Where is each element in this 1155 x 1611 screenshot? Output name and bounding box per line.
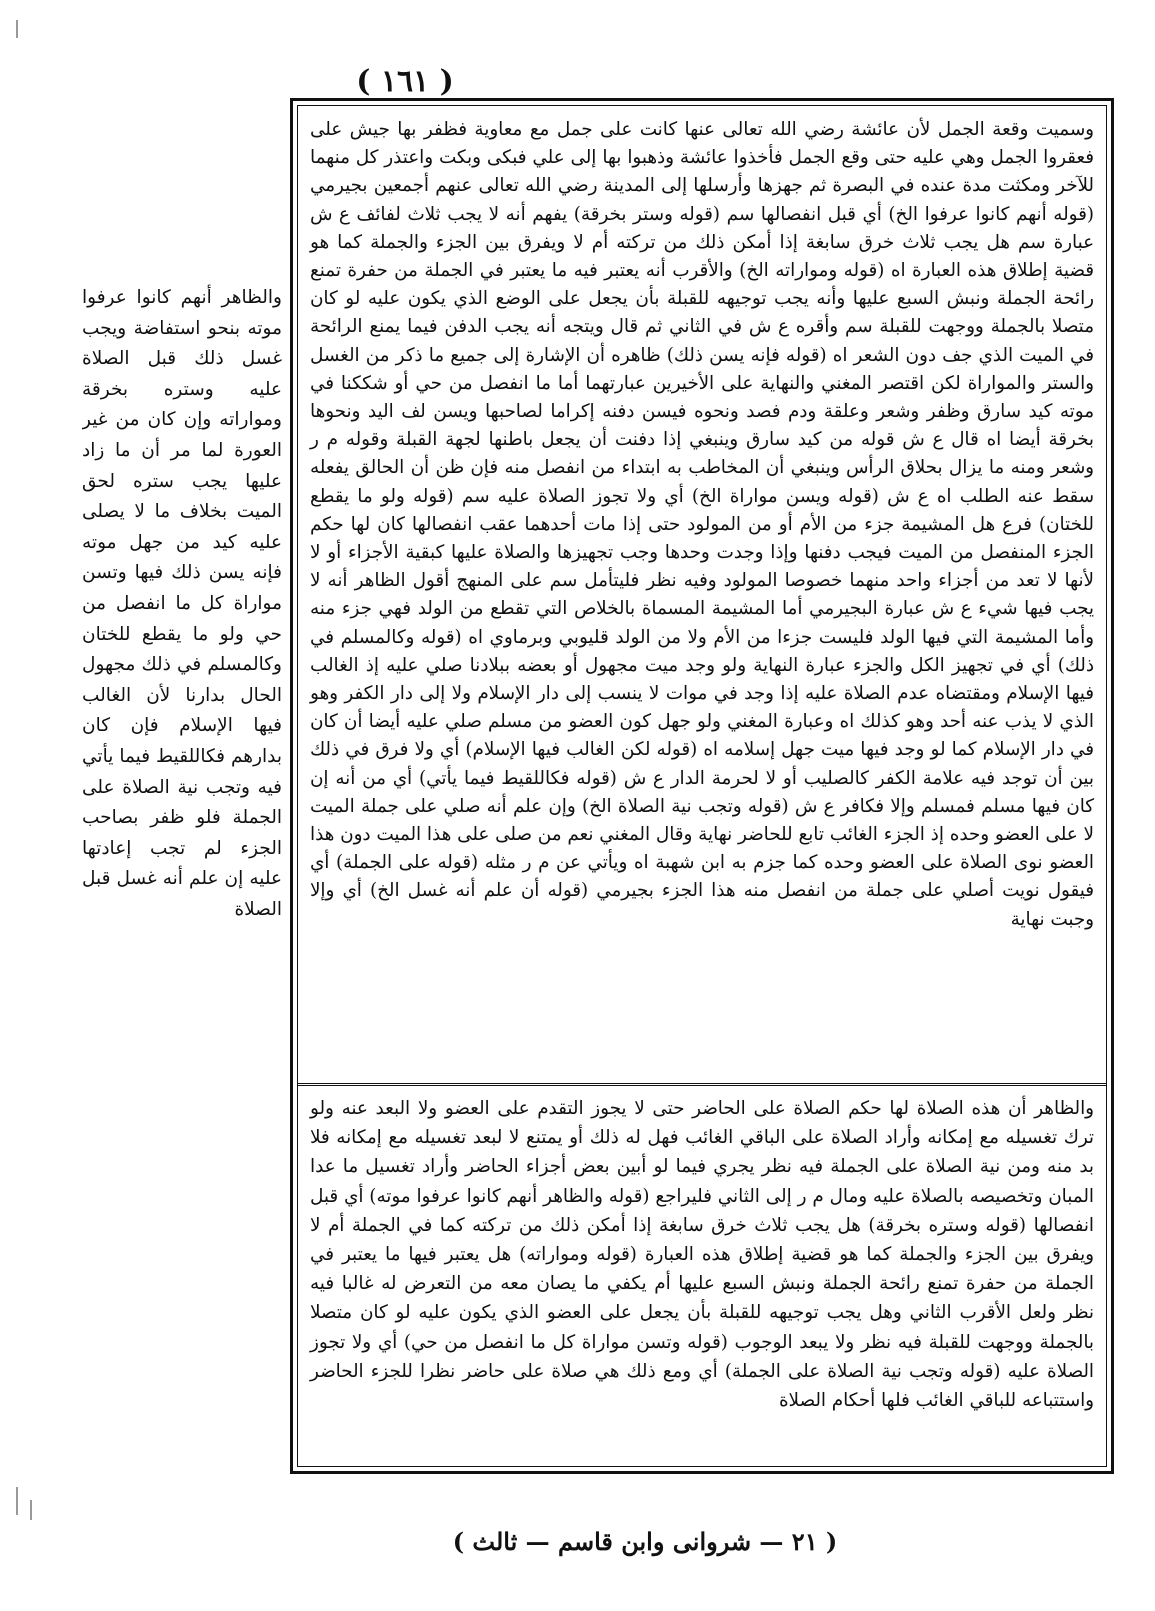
commentary-lower-text: والظاهر أن هذه الصلاة لها حكم الصلاة على الحاضر حتى لا يجوز التقدم على العضو ولا البعد عنه ولو ترك تغسيله مع إمكانه وأراد الصلاة على الباقي الغائب فهل له ذلك أو يمتنع لا لبعد تغسيله مع إمكانه فلا بد منه ومن نية الصلاة على الجملة فيه نظر يجري فيما لو أبين بعض أجزاء الحاضر وأراد تغسيل ما عدا المبان وتخصيصه بالصلاة عليه ومال م ر إلى الثاني فليراجع (قوله والظاهر أنهم كانوا عرفوا موته) أي قبل انفصالها (قوله وستره بخرقة) هل يجب ثلاث خرق سابغة إذا أمكن ذلك من تركته كما في الجملة أم لا ويفرق بين الجزء والجملة كما هو قضية إطلاق هذه العبارة (قوله ومواراته) هل يعتبر فيها ما يعتبر في الجملة من حفرة تمنع رائحة الجملة ونبش السبع عليها أم يكفي ما يصان معه من التعرض له غالبا فيه نظر ولعل الأقرب الثاني وهل يجب توجيهه للقبلة بأن يجعل على العضو الذي يكون عليه لو كان متصلا بالجملة ووجهت للقبلة فيه نظر ولا يبعد الوجوب (قوله وتسن مواراة كل ما انفصل من حي) أي ولا تجوز الصلاة عليه (قوله وتجب نية الصلاة على الجملة) أي ومع ذلك هي صلاة على حاضر نظرا للجزء الحاضر واستتباعه للباقي الغائب فلها أحكام الصلاة bbox=[310, 1098, 1094, 1412]
scan-edge-mark bbox=[30, 1500, 32, 1520]
page-number: ( ١٦١ ) bbox=[356, 64, 454, 99]
commentary-lower-section bbox=[298, 1086, 1106, 1466]
scan-edge-mark bbox=[16, 1487, 18, 1515]
margin-matn-text: والظاهر أنهم كانوا عرفوا موته بنحو استفاضة ويجب غسل ذلك قبل الصلاة عليه وستره بخرقة ومواراته وإن كان من غير العورة لما مر أن ما زاد عليها يجب ستره لحق الميت بخلاف ما لا يصلى عليه كيد من جهل موته فإنه يسن ذلك فيها وتسن مواراة كل ما انفصل من حي ولو ما يقطع للختان وكالمسلم في ذلك مجهول الحال بدارنا لأن الغالب فيها الإسلام فإن كان بدارهم فكاللقيط فيما يأتي فيه وتجب نية الصلاة على الجملة فلو ظفر بصاحب الجزء لم تجب إعادتها عليه إن علم أنه غسل قبل الصلاة bbox=[82, 287, 282, 920]
main-text-inner-frame bbox=[297, 105, 1107, 1467]
footer-signature: ( ٢١ — شروانى وابن قاسم — ثالث ) bbox=[452, 1527, 838, 1556]
main-text-frame bbox=[290, 98, 1114, 1474]
commentary-upper-section bbox=[298, 106, 1106, 1086]
scan-edge-mark bbox=[16, 20, 18, 38]
commentary-upper-text: وسميت وقعة الجمل لأن عائشة رضي الله تعالى عنها كانت على جمل مع معاوية فظفر بها جيش على فعقروا الجمل وهي عليه حتى وقع الجمل فأخذوا عائشة وذهبوا بها إلى علي فبكى وبكت واعتذر كل منهما للآخر ومكثت مدة عنده في البصرة ثم جهزها وأرسلها إلى المدينة رضي الله تعالى عنهم أجمعين بجيرمي (قوله أنهم كانوا عرفوا الخ) أي قبل انفصالها سم (قوله وستر بخرقة) يفهم أنه لا يجب ثلاث لفائف ع ش عبارة سم هل يجب ثلاث خرق سابغة إذا أمكن ذلك من تركته أم لا ويفرق بين الجزء والجملة كما هو قضية إطلاق هذه العبارة اه (قوله ومواراته الخ) والأقرب أنه يعتبر فيه ما يعتبر في الجملة من حفرة تمنع رائحة الجملة ونبش السبع عليها وأنه يجب توجيهه للقبلة بأن يجعل على الوضع الذي يكون عليه لو كان متصلا بالجملة ووجهت للقبلة سم وأقره ع ش في الثاني ثم قال ويتجه أنه يجب الدفن فيما يمنع الرائحة في الميت الذي جف دون الشعر اه (قوله فإنه يسن ذلك) ظاهره أن الإشارة إلى جميع ما ذكر من الغسل والستر والمواراة لكن اقتصر المغني والنهاية على الأخيرين عبارتهما أما ما انفصل من حي أو شككنا في موته كيد سارق وظفر وشعر وعلقة ودم فصد ونحوه فيسن دفنه إكراما لصاحبها ويسن لف اليد ونحوها بخرقة أيضا اه قال ع ش قوله من كيد سارق وينبغي إذا دفنت أن يجعل باطنها لجهة القبلة وقوله م ر وشعر ومنه ما يزال بحلاق الرأس وينبغي أن المخاطب به ابتداء من انفصل منه فإن ظن أن الحالق يفعله سقط عنه الطلب اه ع ش (قوله ويسن مواراة الخ) أي ولا تجوز الصلاة عليه سم (قوله ولو ما يقطع للختان) فرع هل المشيمة جزء من الأم أو من المولود حتى إذا مات أحدهما عقب انفصالها كان لها حكم الجزء المنفصل من الميت فيجب دفنها وإذا وجدت وحدها وجب تجهيزها والصلاة عليها كبقية الأجزاء أو لا لأنها لا تعد من أجزاء واحد منهما خصوصا المولود وفيه نظر فليتأمل سم على المنهج أقول الظاهر أنه لا يجب فيها شيء ع ش عبارة البجيرمي أما المشيمة المسماة بالخلاص التي تقطع من الولد فهي جزء منه وأما المشيمة التي فيها الولد فليست جزءا من الأم ولا من الولد قليوبي وبرماوي اه (قوله وكالمسلم في ذلك) أي في تجهيز الكل والجزء عبارة النهاية ولو وجد ميت مجهول أو بعضه ببلادنا صلي عليه إذ الغالب فيها الإسلام ومقتضاه عدم الصلاة عليه إذا وجد في موات لا ينسب إلى دار الإسلام ولا إلى دار الكفر وهو الذي لا يذب عنه أحد وهو كذلك اه وعبارة المغني ولو جهل كون العضو من مسلم صلي عليه أيضا أن كان في دار الإسلام كما لو وجد فيها ميت جهل إسلامه اه (قوله لكن الغالب فيها الإسلام) أي ولا فرق في ذلك بين أن توجد فيه علامة الكفر كالصليب أو لا لحرمة الدار ع ش (قوله فكاللقيط فيما يأتي) أي من أنه إن كان فيها مسلم فمسلم وإلا فكافر ع ش (قوله وتجب نية الصلاة الخ) وإن علم أنه صلي على جملة الميت لا على العضو وحده إذ الجزء الغائب تابع للحاضر نهاية وقال المغني نعم من صلى على هذا الميت دون هذا العضو نوى الصلاة على العضو وحده كما جزم به ابن شهبة اه ويأتي عن م ر مثله (قوله على الجملة) أي فيقول نويت أصلي على جملة من انفصل منه هذا الجزء بجيرمي (قوله أن علم أنه غسل الخ) أي وإلا وجبت نهاية bbox=[310, 119, 1094, 930]
margin-matn-column bbox=[82, 283, 282, 1183]
